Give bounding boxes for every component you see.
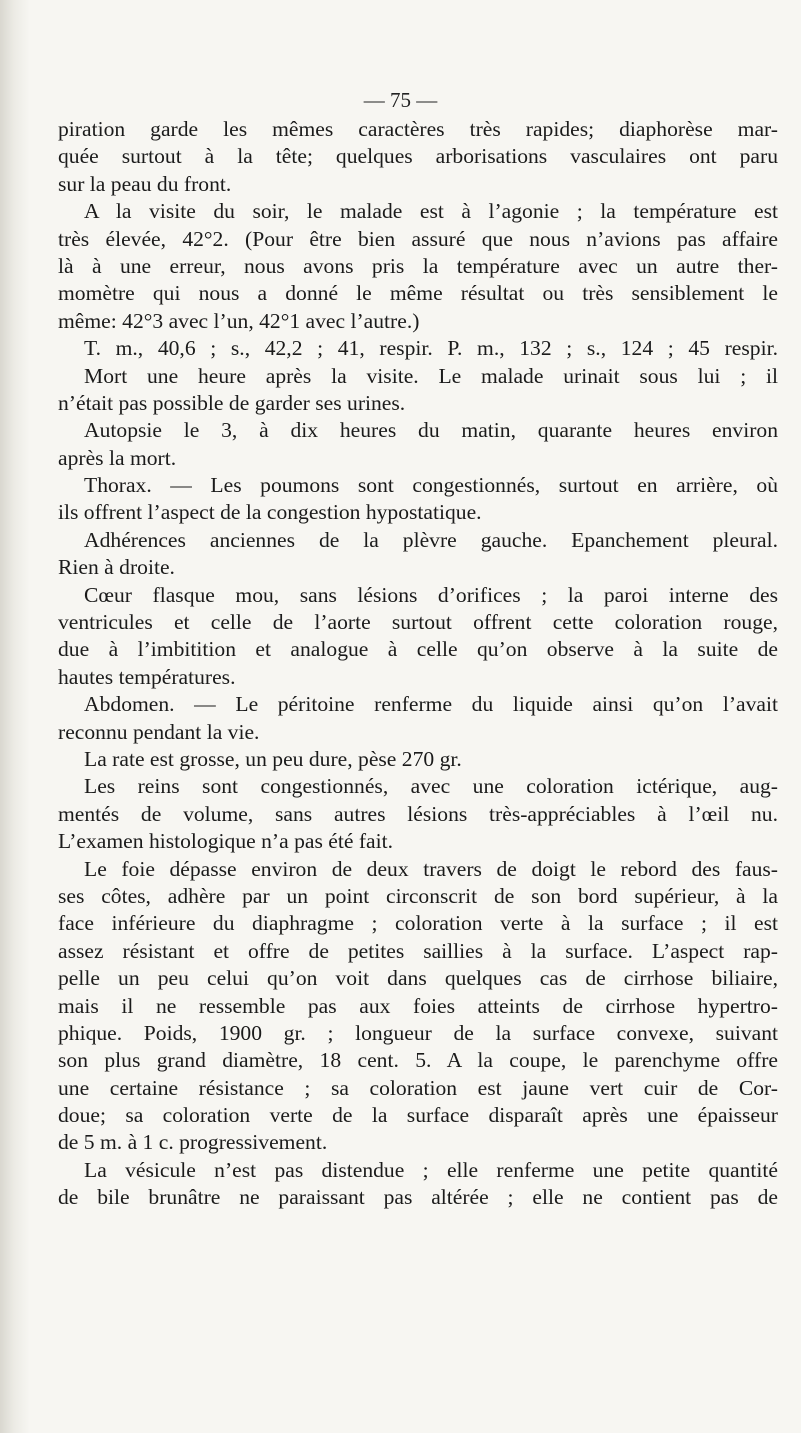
text-line: sur la peau du front. <box>58 171 232 196</box>
text-line: même: 42°3 avec l’un, 42°1 avec l’autre.) <box>58 308 420 333</box>
text-line: due à l’imbitition et analogue à celle qu’on observe à la suite de <box>58 637 778 662</box>
text-line: ses côtes, adhère par un point circonscrit de son bord supérieur, à la <box>58 883 778 908</box>
text-line: Cœur flasque mou, sans lésions d’orifices ; la paroi interne des <box>84 582 778 607</box>
text-line: piration garde les mêmes caractères très rapides; diaphorèse mar- <box>58 117 778 141</box>
text-line: Mort une heure après la visite. Le malade urinait sous lui ; il <box>84 363 778 388</box>
body-text <box>58 116 778 1212</box>
text-line: n’était pas possible de garder ses urines. <box>58 390 406 415</box>
text-line: une certaine résistance ; sa coloration est jaune vert cuir de Cor- <box>58 1075 778 1100</box>
text-line: assez résistant et offre de petites saillies à la surface. L’aspect rap- <box>58 938 778 963</box>
text-line: doue; sa coloration verte de la surface disparaît après une épaisseur <box>58 1103 778 1128</box>
text-line: face inférieure du diaphragme ; coloration verte à la surface ; il est <box>58 911 778 936</box>
text-line: de bile brunâtre ne paraissant pas altérée ; elle ne contient pas de <box>58 1185 778 1210</box>
text-line: phique. Poids, 1900 gr. ; longueur de la surface convexe, suivant <box>58 1020 778 1045</box>
text-line: Rien à droite. <box>58 555 175 580</box>
text-line: pelle un peu celui qu’on voit dans quelques cas de cirrhose biliaire, <box>58 966 778 991</box>
text-line: hautes températures. <box>58 664 236 689</box>
text-line: ils offrent l’aspect de la congestion hypostatique. <box>58 500 482 525</box>
text-line: Thorax. — Les poumons sont congestionnés, surtout en arrière, où <box>84 473 778 498</box>
text-line: Le foie dépasse environ de deux travers de doigt le rebord des faus- <box>84 856 778 881</box>
text-line: mais il ne ressemble pas aux foies atteints de cirrhose hypertro- <box>58 993 778 1018</box>
text-line: L’examen histologique n’a pas été fait. <box>58 829 393 854</box>
text-line: là à une erreur, nous avons pris la température avec un autre ther- <box>58 253 778 278</box>
text-line: T. m., 40,6 ; s., 42,2 ; 41, respir. P. m., 132 ; s., 124 ; 45 respir. <box>84 336 778 361</box>
text-line: quée surtout à la tête; quelques arborisations vasculaires ont paru <box>58 144 778 169</box>
text-line: A la visite du soir, le malade est à l’agonie ; la température est <box>84 199 778 224</box>
binding-shadow <box>0 0 30 1433</box>
text-line: après la mort. <box>58 445 177 470</box>
text-line: mentés de volume, sans autres lésions très-appréciables à l’œil nu. <box>58 801 778 826</box>
text-line: momètre qui nous a donné le même résultat ou très sensiblement le <box>58 281 778 306</box>
page-number: — 75 — <box>363 88 438 112</box>
text-line: Autopsie le 3, à dix heures du matin, quarante heures environ <box>84 418 778 443</box>
text-line: son plus grand diamètre, 18 cent. 5. A la coupe, le parenchyme offre <box>58 1048 778 1073</box>
text-line: reconnu pendant la vie. <box>58 719 260 744</box>
text-line: Adhérences anciennes de la plèvre gauche. Epanchement pleural. <box>84 527 778 552</box>
text-line: La rate est grosse, un peu dure, pèse 270 gr. <box>84 746 462 771</box>
text-line: Les reins sont congestionnés, avec une coloration ictérique, aug- <box>84 774 778 799</box>
text-line: de 5 m. à 1 c. progressivement. <box>58 1130 328 1155</box>
text-line: très élevée, 42°2. (Pour être bien assuré que nous n’avions pas affaire <box>58 226 778 251</box>
text-line: ventricules et celle de l’aorte surtout offrent cette coloration rouge, <box>58 610 778 635</box>
text-line: Abdomen. — Le péritoine renferme du liquide ainsi qu’on l’avait <box>84 692 778 717</box>
text-line: La vésicule n’est pas distendue ; elle renferme une petite quantité <box>84 1157 778 1182</box>
